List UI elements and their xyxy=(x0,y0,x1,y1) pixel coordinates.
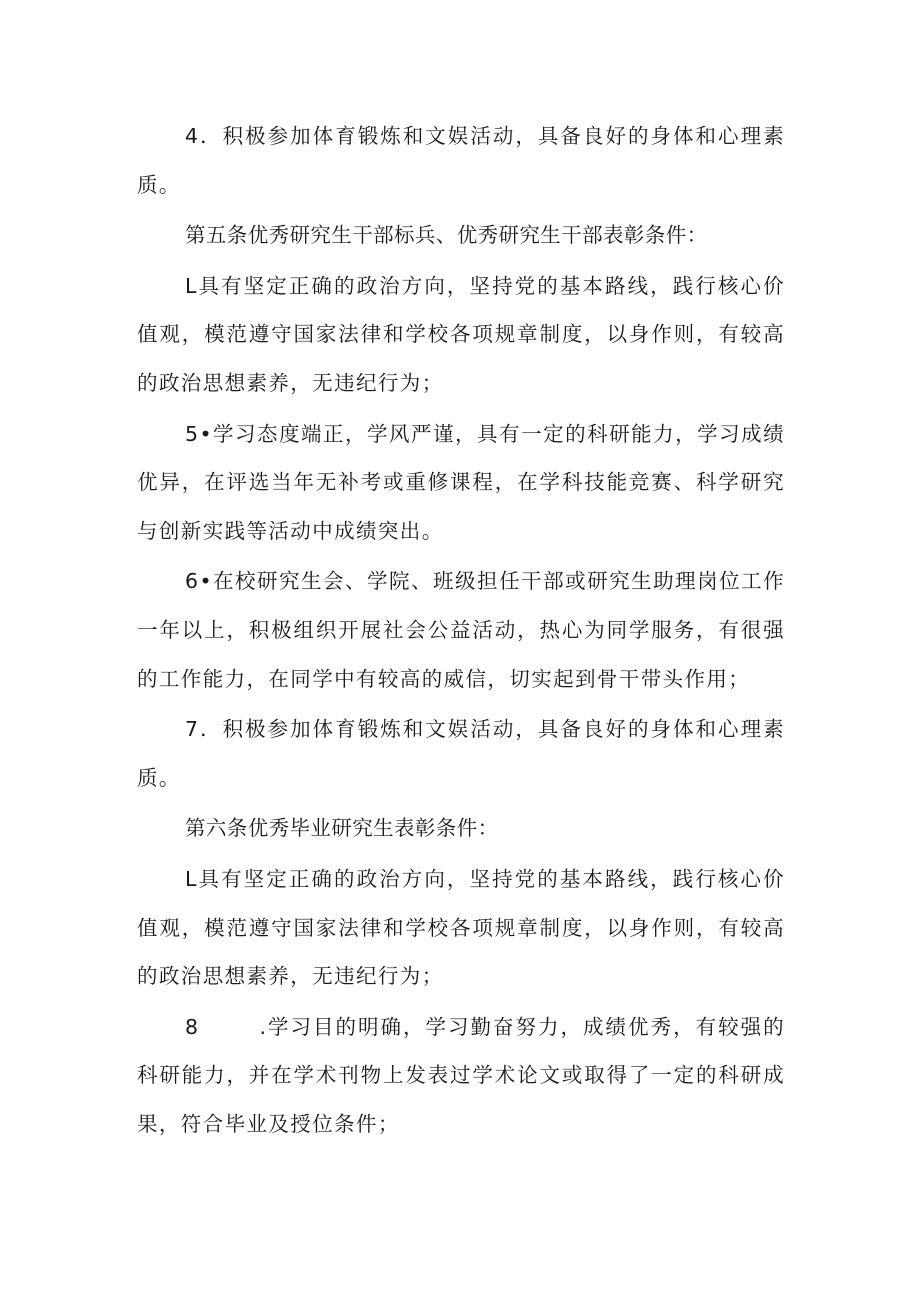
item-text: .学习目的明确，学习勤奋努力，成绩优秀，有较强的科研能力，并在学术刊物上发表过学术论文或取得了一定的科研成果，符合毕业及授位条件； xyxy=(137,1014,785,1136)
paragraph-item-4: 4．积极参加体育锻炼和文娱活动，具备良好的身体和心理素质。 xyxy=(137,124,785,197)
article-6-heading: 第六条优秀毕业研究生表彰条件： xyxy=(185,816,499,841)
item-number: 8 xyxy=(185,1014,200,1039)
paragraph-item-5: 5•学习态度端正，学风严谨，具有一定的科研能力，学习成绩优异，在评选当年无补考或重修课程，在学科技能竞赛、科学研究与创新实践等活动中成绩突出。 xyxy=(137,421,785,543)
article-5-heading: 第五条优秀研究生干部标兵、优秀研究生干部表彰条件： xyxy=(185,223,708,248)
document-body xyxy=(137,112,785,1150)
paragraph-item-7: 7．积极参加体育锻炼和文娱活动，具备良好的身体和心理素质。 xyxy=(137,717,785,790)
paragraph-item-l-political-graduate: L具有坚定正确的政治方向，坚持党的基本路线，践行核心价值观，模范遵守国家法律和学校各项规章制度，以身作则，有较高的政治思想素养，无违纪行为； xyxy=(137,866,785,989)
paragraph-item-l-political: L具有坚定正确的政治方向，坚持党的基本路线，践行核心价值观，模范遵守国家法律和学校各项规章制度，以身作则，有较高的政治思想素养，无违纪行为； xyxy=(137,273,785,395)
paragraph-item-6: 6•在校研究生会、学院、班级担任干部或研究生助理岗位工作一年以上，积极组织开展社会公益活动，热心为同学服务，有很强的工作能力，在同学中有较高的威信，切实起到骨干带头作用； xyxy=(137,569,785,691)
paragraph-item-8 xyxy=(137,1003,785,1149)
